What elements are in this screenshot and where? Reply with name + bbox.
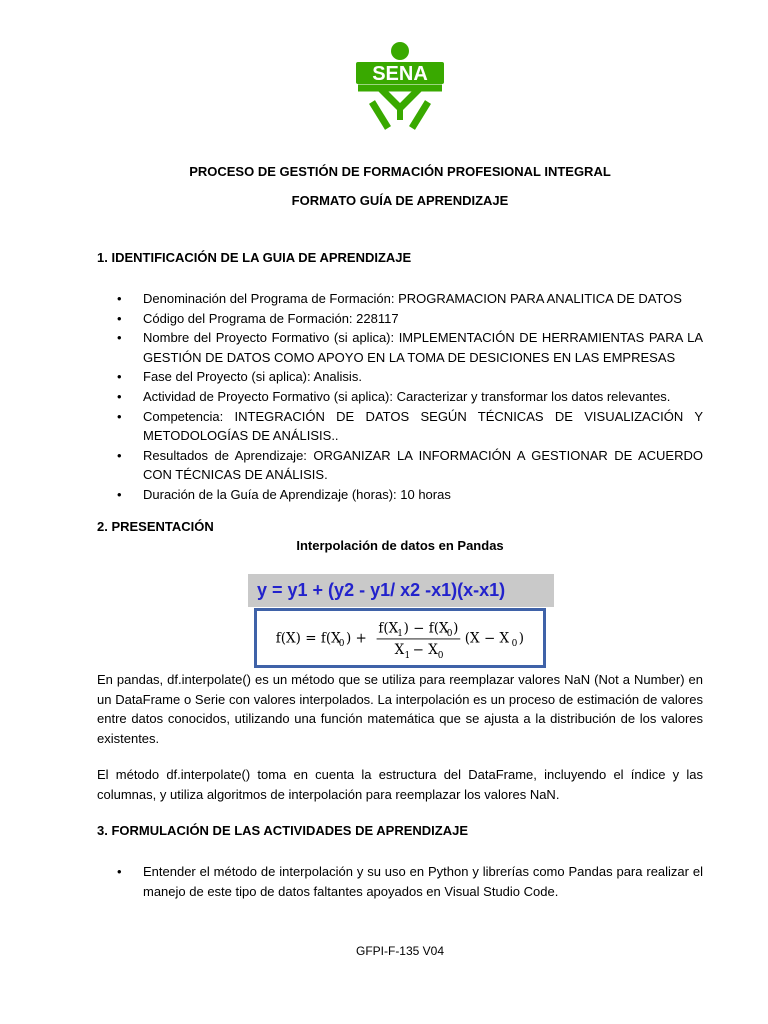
document-subtitle: FORMATO GUÍA DE APRENDIZAJE <box>291 193 509 208</box>
svg-text:) +: ) + <box>346 630 367 647</box>
svg-text:f(X) = f(X: f(X) = f(X <box>275 630 341 647</box>
interpolation-formula-figure <box>254 608 546 668</box>
activities-list <box>97 862 703 901</box>
presentation-paragraph-2: El método df.interpolate() toma en cuenta la estructura del DataFrame, incluyendo el índice y las columnas, y utiliza algoritmos de interpolación para reemplazar los valores NaN. <box>97 767 703 802</box>
logo-text: SENA <box>372 63 428 85</box>
section-3-heading: 3. FORMULACIÓN DE LAS ACTIVIDADES DE APRENDIZAJE <box>97 823 469 838</box>
document-title: PROCESO DE GESTIÓN DE FORMACIÓN PROFESIONAL INTEGRAL <box>189 164 611 179</box>
presentation-paragraph-1: En pandas, df.interpolate() es un método que se utiliza para reemplazar valores NaN (Not a Number) en un DataFrame o Serie con valores interpolados. La interpolación es un proceso de estimación de valores entre datos conocidos, utilizando una función matemática que se ajusta a la distribución de los valores existentes. <box>97 672 703 746</box>
list-item: • Actividad de Proyecto Formativo (si aplica): Caracterizar y transformar los datos relevantes. <box>97 387 703 407</box>
svg-text:− X: − X <box>412 642 438 659</box>
section-2-heading: 2. PRESENTACIÓN <box>97 519 214 534</box>
list-item: • Resultados de Aprendizaje: ORGANIZAR LA INFORMACIÓN A GESTIONAR DE ACUERDO CON TÉCNICAS DE ANÁLISIS. <box>97 446 703 485</box>
svg-text:): ) <box>518 630 525 647</box>
svg-text:0: 0 <box>511 639 518 650</box>
presentation-subtitle: Interpolación de datos en Pandas <box>296 538 504 553</box>
list-item: • Código del Programa de Formación: 228117 <box>97 309 703 329</box>
section-1-heading: 1. IDENTIFICACIÓN DE LA GUIA DE APRENDIZAJE <box>97 250 412 265</box>
list-item: • Denominación del Programa de Formación: PROGRAMACION PARA ANALITICA DE DATOS <box>97 289 703 309</box>
identification-list <box>97 289 703 505</box>
list-item: • Entender el método de interpolación y su uso en Python y librerías como Pandas para realizar el manejo de este tipo de datos faltantes apoyados en Visual Studio Code. <box>97 862 703 901</box>
svg-text:0: 0 <box>437 650 444 661</box>
formula-line: y = y1 + (y2 - y1/ x2 -x1)(x-x1) <box>248 574 554 607</box>
svg-text:0: 0 <box>446 629 453 640</box>
svg-text:1: 1 <box>404 650 411 661</box>
list-item: • Fase del Proyecto (si aplica): Analisis. <box>97 367 703 387</box>
svg-text:(X − X: (X − X <box>464 630 510 647</box>
svg-text:): ) <box>453 620 459 637</box>
sena-logo-icon <box>350 40 450 140</box>
list-item: • Nombre del Proyecto Formativo (si aplica): IMPLEMENTACIÓN DE HERRAMIENTAS PARA LA GESTIÓN DE DATOS COMO APOYO EN LA TOMA DE DESICIONES EN LAS EMPRESAS <box>97 328 703 367</box>
svg-text:X: X <box>394 642 405 659</box>
list-item: • Duración de la Guía de Aprendizaje (horas): 10 horas <box>97 485 703 505</box>
svg-text:0: 0 <box>338 639 345 650</box>
footer-code: GFPI-F-135 V04 <box>355 944 445 958</box>
svg-text:) − f(X: ) − f(X <box>403 620 449 637</box>
svg-text:1: 1 <box>397 629 404 640</box>
list-item: • Competencia: INTEGRACIÓN DE DATOS SEGÚN TÉCNICAS DE VISUALIZACIÓN Y METODOLOGÍAS DE ANÁLISIS.. <box>97 407 703 446</box>
svg-text:f(X: f(X <box>378 620 399 637</box>
